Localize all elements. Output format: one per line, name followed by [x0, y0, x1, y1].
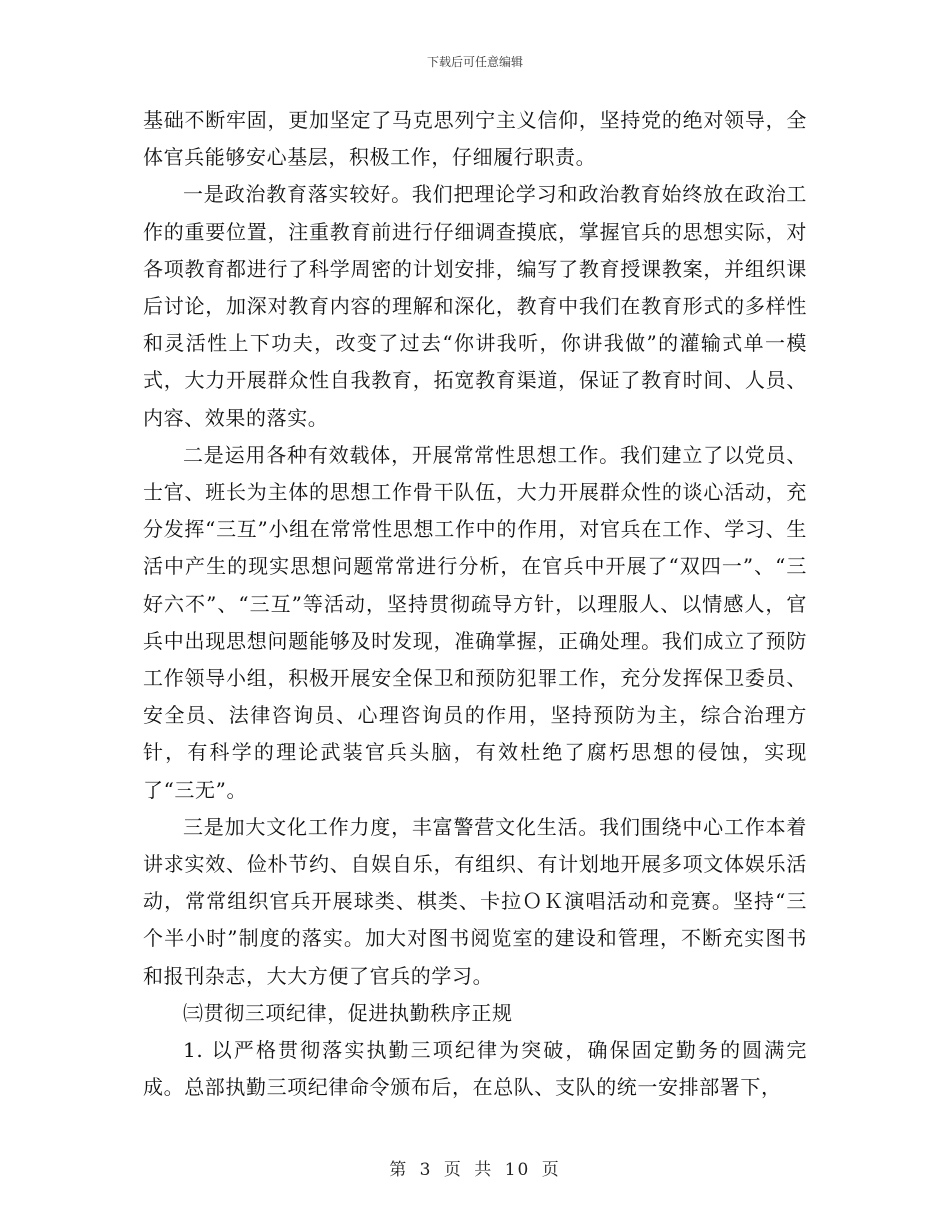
page-number-footer: 第 3 页 共 10 页: [389, 1160, 561, 1180]
document-body: [143, 102, 807, 1106]
page-header: 下载后可任意编辑: [426, 55, 523, 69]
section-heading: ㈢贯彻三项纪律，促进执勤秩序正规: [183, 1000, 513, 1025]
paragraph: 三是加大文化工作力度，丰富警营文化生活。我们围绕中心工作本着讲求实效、俭朴节约、自娱自乐，有组织、有计划地开展多项文体娱乐活动，常常组织官兵开展球类、棋类、卡拉ＯＫ演唱活动和竞赛。坚持“三个半小时”制度的落实。加大对图书阅览室的建设和管理，不断充实图书和报刊杂志，大大方便了官兵的学习。: [143, 814, 807, 988]
paragraph: 二是运用各种有效载体，开展常常性思想工作。我们建立了以党员、士官、班长为主体的思想工作骨干队伍，大力开展群众性的谈心活动，充分发挥“三互”小组在常常性思想工作中的作用，对官兵在工作、学习、生活中产生的现实思想问题常常进行分析，在官兵中开展了“双四一”、“三好六不”、“三互”等活动，坚持贯彻疏导方针，以理服人、以情感人，官兵中出现思想问题能够及时发现，准确掌握，正确处理。我们成立了预防工作领导小组，积极开展安全保卫和预防犯罪工作，充分发挥保卫委员、安全员、法律咨询员、心理咨询员的作用，坚持预防为主，综合治理方针，有科学的理论武装官兵头脑，有效杜绝了腐朽思想的侵蚀，实现了“三无”。: [143, 442, 807, 802]
paragraph: 1. 以严格贯彻落实执勤三项纪律为突破，确保固定勤务的圆满完成。总部执勤三项纪律命令颁布后，在总队、支队的统一安排部署下，: [143, 1038, 807, 1100]
paragraph: 一是政治教育落实较好。我们把理论学习和政治教育始终放在政治工作的重要位置，注重教育前进行仔细调查摸底，掌握官兵的思想实际，对各项教育都进行了科学周密的计划安排，编写了教育授课教案，并组织课后讨论，加深对教育内容的理解和深化，教育中我们在教育形式的多样性和灵活性上下功夫，改变了过去“你讲我听，你讲我做”的灌输式单一模式，大力开展群众性自我教育，拓宽教育渠道，保证了教育时间、人员、内容、效果的落实。: [143, 182, 807, 430]
paragraph: 基础不断牢固，更加坚定了马克思列宁主义信仰，坚持党的绝对领导，全体官兵能够安心基层，积极工作，仔细履行职责。: [143, 108, 807, 170]
